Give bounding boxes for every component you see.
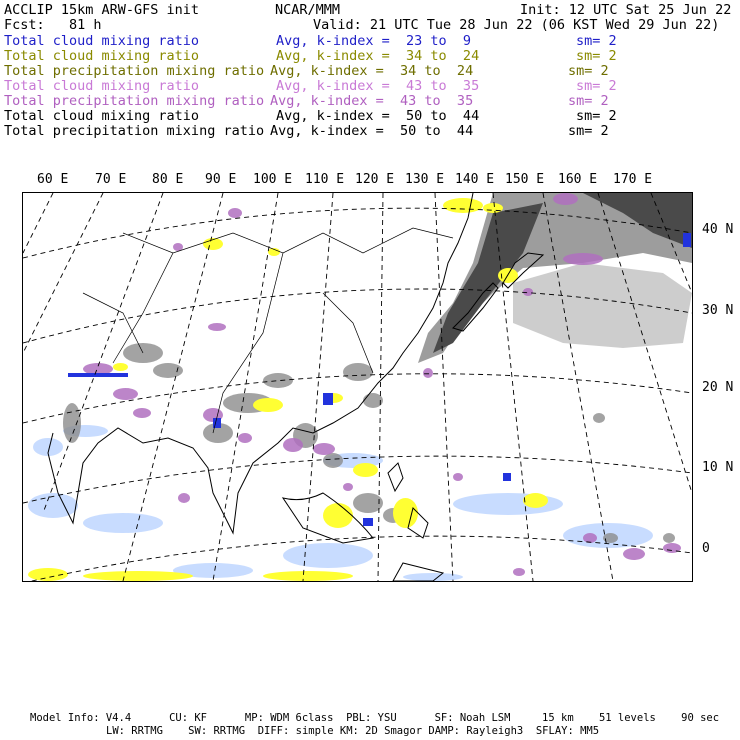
precip-light-blue — [283, 543, 373, 568]
cloud-gray — [603, 533, 618, 543]
precip-purple — [313, 443, 335, 455]
precip-purple — [423, 368, 433, 378]
cloud-gray — [593, 413, 605, 423]
precip-purple — [523, 288, 533, 296]
forecast-hour: Fcst: 81 h — [4, 17, 102, 33]
valid-time: Valid: 21 UTC Tue 28 Jun 22 (06 KST Wed 29 Jun 22) — [313, 17, 720, 33]
precip-purple — [623, 548, 645, 560]
init-time: Init: 12 UTC Sat 25 Jun 22 — [520, 2, 732, 18]
field-name: Total cloud mixing ratio — [4, 48, 200, 64]
longitude-label: 160 E — [558, 172, 598, 187]
cloud-band-light — [513, 263, 692, 348]
precip-yellow — [263, 571, 353, 581]
precip-purple — [283, 438, 303, 452]
field-smoothing: sm= 2 — [568, 123, 609, 139]
field-name: Total precipitation mixing ratio — [4, 93, 265, 109]
precip-yellow — [253, 398, 283, 412]
longitude-label: 140 E — [455, 172, 495, 187]
precip-purple — [208, 323, 226, 331]
precip-purple — [113, 388, 138, 400]
precip-purple — [453, 473, 463, 481]
cloud-gray — [263, 373, 293, 388]
longitude-label: 80 E — [152, 172, 184, 187]
cloud-gray — [153, 363, 183, 378]
field-smoothing: sm= 2 — [568, 63, 609, 79]
precip-purple — [343, 483, 353, 491]
longitude-label: 70 E — [95, 172, 127, 187]
precip-purple — [553, 193, 578, 205]
precip-blue — [503, 473, 511, 481]
field-k-index: Avg, k-index = 23 to 9 — [276, 33, 472, 49]
field-name: Total cloud mixing ratio — [4, 108, 200, 124]
cloud-gray — [663, 533, 675, 543]
precip-yellow — [483, 203, 503, 213]
longitude-label: 130 E — [405, 172, 445, 187]
longitude-label: 170 E — [613, 172, 653, 187]
latitude-label: 40 N — [702, 222, 734, 237]
precip-light-blue — [403, 573, 463, 581]
precip-blue — [683, 233, 691, 247]
map-canvas — [23, 193, 692, 581]
precip-purple — [133, 408, 151, 418]
field-k-index: Avg, k-index = 50 to 44 — [270, 123, 474, 139]
latitude-label: 10 N — [702, 460, 734, 475]
field-smoothing: sm= 2 — [576, 48, 617, 64]
longitude-label: 120 E — [355, 172, 395, 187]
precip-yellow — [83, 571, 193, 581]
precip-purple — [563, 253, 603, 265]
field-k-index: Avg, k-index = 34 to 24 — [270, 63, 474, 79]
field-smoothing: sm= 2 — [568, 93, 609, 109]
precip-light-blue — [83, 513, 163, 533]
cloud-gray — [343, 363, 373, 381]
model-info-line2: LW: RRTMG SW: RRTMG DIFF: simple KM: 2D Smagor DAMP: Rayleigh3 SFLAY: MM5 — [106, 725, 600, 737]
precip-yellow — [353, 463, 378, 477]
cloud-gray — [323, 453, 343, 468]
longitude-line — [435, 193, 453, 581]
longitude-line — [23, 193, 103, 353]
precip-yellow — [393, 498, 418, 528]
field-name: Total precipitation mixing ratio — [4, 123, 265, 139]
precip-purple — [238, 433, 252, 443]
longitude-label: 150 E — [505, 172, 545, 187]
precip-purple — [583, 533, 597, 543]
precip-purple — [228, 208, 242, 218]
field-name: Total cloud mixing ratio — [4, 33, 200, 49]
model-title: ACCLIP 15km ARW-GFS init — [4, 2, 200, 18]
field-k-index: Avg, k-index = 43 to 35 — [276, 78, 480, 94]
field-smoothing: sm= 2 — [576, 33, 617, 49]
precip-blue — [323, 393, 333, 405]
precip-purple — [178, 493, 190, 503]
field-smoothing: sm= 2 — [576, 78, 617, 94]
field-smoothing: sm= 2 — [576, 108, 617, 124]
latitude-label: 0 — [702, 541, 710, 556]
precip-purple — [513, 568, 525, 576]
field-name: Total cloud mixing ratio — [4, 78, 200, 94]
precip-yellow — [443, 198, 483, 213]
institution-label: NCAR/MMM — [275, 2, 341, 18]
precip-yellow — [523, 493, 548, 508]
longitude-label: 110 E — [305, 172, 345, 187]
precip-yellow — [323, 503, 353, 528]
longitude-line — [378, 193, 383, 581]
longitude-line — [23, 193, 53, 253]
field-k-index: Avg, k-index = 50 to 44 — [276, 108, 480, 124]
field-k-index: Avg, k-index = 43 to 35 — [270, 93, 474, 109]
precip-blue — [363, 518, 373, 526]
precip-blue — [68, 373, 128, 377]
longitude-label: 90 E — [205, 172, 237, 187]
longitude-label: 60 E — [37, 172, 69, 187]
cloud-gray — [63, 403, 81, 443]
field-name: Total precipitation mixing ratio — [4, 63, 265, 79]
model-info-line1: Model Info: V4.4 CU: KF MP: WDM 6class PBL: YSU SF: Noah LSM 15 km 51 levels 90 sec — [30, 712, 720, 724]
weather-map — [22, 192, 693, 582]
precip-yellow — [113, 363, 128, 371]
field-k-index: Avg, k-index = 34 to 24 — [276, 48, 480, 64]
longitude-label: 100 E — [253, 172, 293, 187]
precip-blue — [213, 418, 221, 428]
latitude-label: 30 N — [702, 303, 734, 318]
latitude-label: 20 N — [702, 380, 734, 395]
